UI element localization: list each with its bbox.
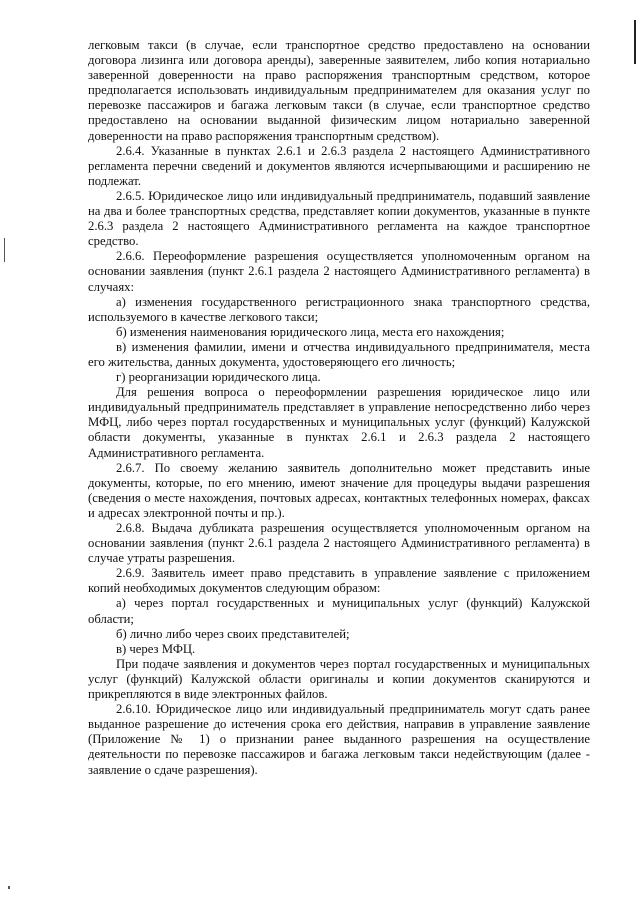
submission-item-v: в) через МФЦ.: [116, 641, 196, 656]
scan-dot: [8, 886, 10, 889]
scan-edge-mark: [634, 20, 636, 64]
list-item-g: г) реорганизации юридического лица.: [116, 370, 321, 385]
list-item-v: в) изменения фамилии, имени и отчества индивидуального предпринимателя, места его жительства, данных документа, удостоверяющего его личность;: [88, 339, 590, 369]
paragraph-2-6-5: 2.6.5. Юридическое лицо или индивидуальный предприниматель, подавший заявление на два и более транспортных средства, представляет копии документов, указанные в пункте 2.6.3 раздела 2 настоящего Административного регламента на каждое транспортное средство.: [88, 188, 590, 249]
paragraph-portal: При подаче заявления и документов через портал государственных и муниципальных услуг (функций) Калужской области оригиналы и копии документов сканируются и прикрепляются в виде электронных файлов.: [88, 656, 590, 702]
paragraph-continuation: легковым такси (в случае, если транспортное средство предоставлено на основании договора лизинга или договора аренды), заверенные заявителем, либо копия нотариально заверенной доверенности на право распоряжения транспортным средством, которое предполагается использовать индивидуальным предпринимателем для оказания услуг по перевозке пассажиров и багажа легковым такси (в случае, если транспортное средство предоставлено на основании выданной физическим лицом нотариально заверенной доверенности на право распоряжения транспортным средством).: [88, 38, 590, 143]
submission-item-a: а) через портал государственных и муниципальных услуг (функций) Калужской области;: [88, 596, 590, 626]
paragraph-2-6-10: 2.6.10. Юридическое лицо или индивидуальный предприниматель могут сдать ранее выданное разрешение до истечения срока его действия, направив в управление заявление (Приложение № 1) о признании ранее выданного разрешения на осуществление деятельности по перевозке пассажиров и багажа легковым такси недействующим (далее - заявление о сдаче разрешения).: [88, 702, 590, 777]
paragraph-2-6-4: 2.6.4. Указанные в пунктах 2.6.1 и 2.6.3 раздела 2 настоящего Административного регламента перечни сведений и документов являются исчерпывающими и расширению не подлежат.: [88, 143, 590, 188]
submission-item-b: б) лично либо через своих представителей;: [116, 626, 350, 641]
list-item-b: б) изменения наименования юридического лица, места его нахождения;: [116, 324, 505, 339]
paragraph-2-6-8: 2.6.8. Выдача дубликата разрешения осуществляется уполномоченным органом на основании заявления (пункт 2.6.1 раздела 2 настоящего Административного регламента) в случае утраты разрешения.: [88, 521, 590, 566]
paragraph-2-6-7: 2.6.7. По своему желанию заявитель дополнительно может представить иные документы, которые, по его мнению, имеют значение для процедуры выдачи разрешения (сведения о месте нахождения, почтовых адресах, контактных телефонных номерах, факсах и адресах электронной почты и пр.).: [88, 460, 590, 520]
list-item-a: а) изменения государственного регистрационного знака транспортного средства, используемого в качестве легкового такси;: [88, 294, 590, 324]
left-margin-tick: [4, 238, 5, 262]
paragraph-reissue: Для решения вопроса о переоформлении разрешения юридическое лицо или индивидуальный предприниматель представляет в управление непосредственно либо через МФЦ, либо через портал государственных и муниципальных услуг (функций) Калужской области документы, указанные в пунктах 2.6.1 и 2.6.3 раздела 2 настоящего Административного регламента.: [88, 385, 590, 460]
paragraph-2-6-6: 2.6.6. Переоформление разрешения осуществляется уполномоченным органом на основании заявления (пункт 2.6.1 раздела 2 настоящего Административного регламента) в случаях:: [88, 249, 590, 294]
document-body: [88, 38, 590, 778]
paragraph-2-6-9: 2.6.9. Заявитель имеет право представить в управление заявление с приложением копий необходимых документов следующим образом:: [88, 566, 590, 596]
